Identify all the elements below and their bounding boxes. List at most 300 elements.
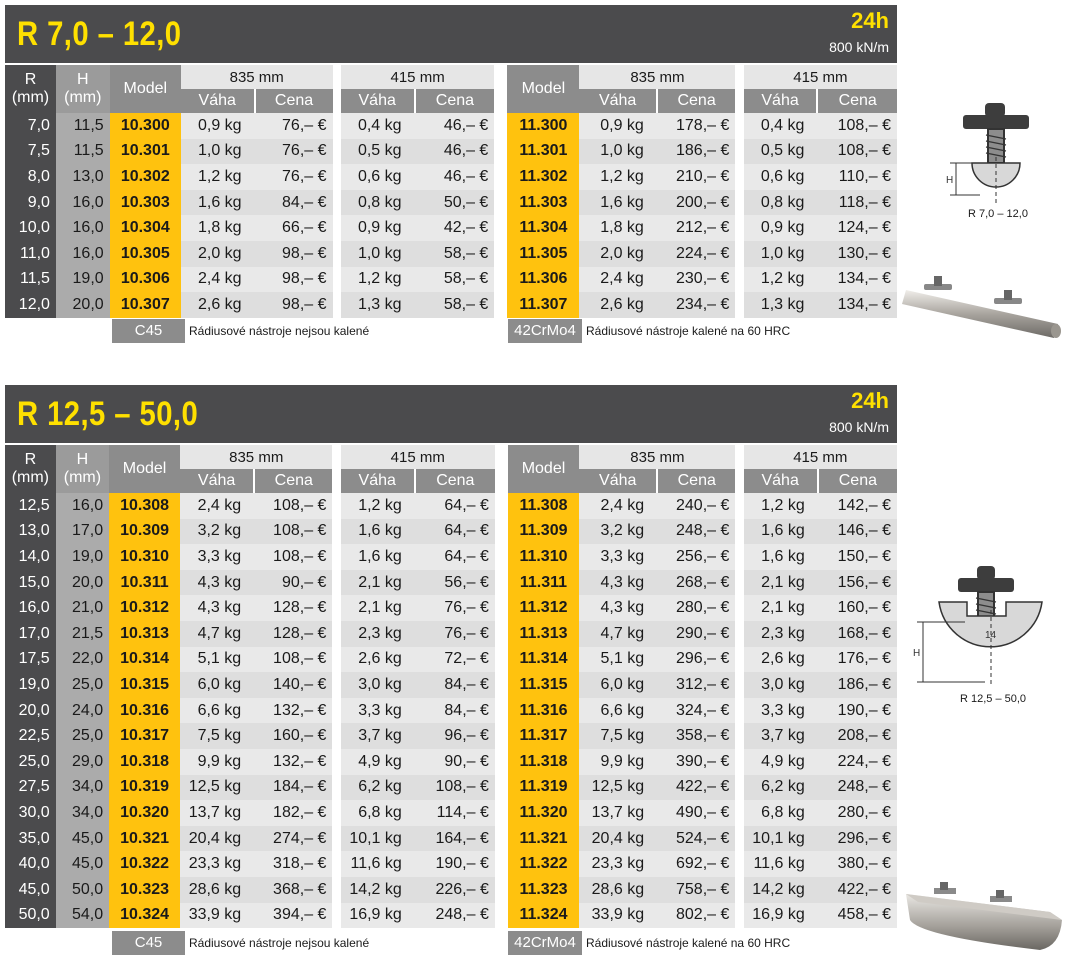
col-header-price: Cena <box>819 469 897 493</box>
cell-model-c45: 10.307 <box>110 292 181 318</box>
cell-model-c45: 10.308 <box>109 493 180 519</box>
cell-price-42crmo4-835: 490,– € <box>658 800 735 826</box>
material-label-42crmo4: 42CrMo4 <box>508 931 582 955</box>
col-header-length-415: 415 mm <box>341 65 494 89</box>
cell-radius: 12,0 <box>5 292 56 318</box>
cell-radius: 19,0 <box>5 672 56 698</box>
cell-radius: 17,5 <box>5 647 56 673</box>
column-gap <box>332 851 340 877</box>
delivery-time: 24h <box>851 8 889 33</box>
cell-model-42crmo4: 11.301 <box>507 139 579 165</box>
cell-price-c45-415: 42,– € <box>416 215 495 241</box>
cell-weight-c45-415: 0,4 kg <box>341 113 416 139</box>
column-gap <box>332 749 340 775</box>
cell-model-42crmo4: 11.312 <box>508 595 580 621</box>
column-gap <box>494 65 507 113</box>
cell-price-c45-835: 76,– € <box>256 164 333 190</box>
material-note-42crmo4: Rádiusové nástroje kalené na 60 HRC <box>586 936 791 950</box>
cell-model-c45: 10.321 <box>109 826 180 852</box>
cell-height: 45,0 <box>56 851 109 877</box>
column-gap <box>735 139 743 165</box>
column-gap <box>332 519 340 545</box>
column-gap <box>495 723 508 749</box>
column-gap <box>494 139 507 165</box>
cell-weight-42crmo4-415: 3,0 kg <box>744 672 819 698</box>
cell-model-c45: 10.318 <box>109 749 180 775</box>
cell-weight-42crmo4-835: 2,0 kg <box>579 241 657 267</box>
cell-model-c45: 10.301 <box>110 139 181 165</box>
section-banner <box>5 385 897 443</box>
table-row <box>5 749 897 775</box>
cell-price-42crmo4-835: 210,– € <box>658 164 736 190</box>
price-table <box>5 445 897 928</box>
cell-price-c45-415: 64,– € <box>416 519 495 545</box>
cell-price-c45-415: 56,– € <box>416 570 495 596</box>
cell-price-42crmo4-835: 692,– € <box>658 851 735 877</box>
cell-price-c45-835: 132,– € <box>255 698 332 724</box>
cell-price-c45-415: 76,– € <box>416 595 495 621</box>
cell-weight-42crmo4-415: 11,6 kg <box>744 851 819 877</box>
cell-model-c45: 10.303 <box>110 190 181 216</box>
column-gap <box>495 544 508 570</box>
cell-price-42crmo4-835: 256,– € <box>658 544 735 570</box>
cell-height: 34,0 <box>56 800 109 826</box>
rod-tool-photo <box>898 268 1068 343</box>
table-row <box>5 493 897 519</box>
price-table <box>5 65 897 318</box>
cell-weight-42crmo4-415: 4,9 kg <box>744 749 819 775</box>
cell-price-42crmo4-415: 208,– € <box>819 723 897 749</box>
material-note-c45: Rádiusové nástroje nejsou kalené <box>189 324 370 338</box>
cell-height: 21,5 <box>56 621 109 647</box>
col-header-price: Cena <box>818 89 897 113</box>
column-gap <box>332 903 340 929</box>
col-header-radius <box>5 65 56 113</box>
column-gap <box>495 851 508 877</box>
column-gap <box>333 267 341 293</box>
cell-radius: 7,0 <box>5 113 56 139</box>
cell-weight-c45-835: 2,4 kg <box>181 267 256 293</box>
col-header-length-835: 835 mm <box>181 65 333 89</box>
cell-price-c45-835: 98,– € <box>256 292 333 318</box>
col-header-price: Cena <box>256 89 333 113</box>
table-row <box>5 570 897 596</box>
col-header-weight: Váha <box>341 469 416 493</box>
table-row <box>5 698 897 724</box>
cell-price-42crmo4-415: 110,– € <box>818 164 897 190</box>
column-gap <box>332 493 340 519</box>
cell-price-c45-835: 84,– € <box>256 190 333 216</box>
column-gap <box>735 595 743 621</box>
col-header-height-unit: (mm) <box>63 469 102 486</box>
cell-radius: 15,0 <box>5 570 56 596</box>
column-gap <box>495 519 508 545</box>
cell-radius: 17,0 <box>5 621 56 647</box>
cell-weight-c45-415: 1,2 kg <box>341 493 416 519</box>
cell-weight-c45-835: 20,4 kg <box>180 826 255 852</box>
table-row <box>5 241 897 267</box>
column-gap <box>735 544 743 570</box>
cell-price-c45-415: 108,– € <box>416 775 495 801</box>
cell-weight-42crmo4-415: 1,6 kg <box>744 519 819 545</box>
cell-price-42crmo4-415: 422,– € <box>819 877 897 903</box>
cell-weight-c45-415: 1,3 kg <box>341 292 416 318</box>
cell-weight-c45-415: 11,6 kg <box>341 851 416 877</box>
cell-price-42crmo4-835: 312,– € <box>658 672 735 698</box>
cell-height: 54,0 <box>56 903 109 929</box>
column-gap <box>333 139 341 165</box>
col-header-weight: Váha <box>579 89 657 113</box>
cell-price-42crmo4-415: 124,– € <box>818 215 897 241</box>
cell-model-42crmo4: 11.307 <box>507 292 579 318</box>
cell-radius: 11,5 <box>5 267 56 293</box>
cell-price-42crmo4-835: 280,– € <box>658 595 735 621</box>
column-gap <box>495 698 508 724</box>
col-header-weight: Váha <box>181 89 256 113</box>
cell-price-42crmo4-415: 160,– € <box>819 595 897 621</box>
column-gap <box>735 164 743 190</box>
cell-weight-42crmo4-415: 1,2 kg <box>744 493 819 519</box>
cell-radius: 30,0 <box>5 800 56 826</box>
column-gap <box>735 723 743 749</box>
cell-radius: 8,0 <box>5 164 56 190</box>
svg-text:H: H <box>946 175 954 186</box>
cell-price-42crmo4-835: 186,– € <box>658 139 736 165</box>
cell-radius: 11,0 <box>5 241 56 267</box>
cell-model-c45: 10.315 <box>109 672 180 698</box>
cell-height: 45,0 <box>56 826 109 852</box>
cell-model-42crmo4: 11.311 <box>508 570 580 596</box>
section-title: R 7,0 – 12,0 <box>17 15 182 53</box>
cell-price-42crmo4-835: 524,– € <box>658 826 735 852</box>
cell-weight-42crmo4-835: 7,5 kg <box>579 723 658 749</box>
cell-weight-c45-835: 2,0 kg <box>181 241 256 267</box>
column-gap <box>735 570 743 596</box>
delivery-time: 24h <box>851 388 889 413</box>
col-header-length-415: 415 mm <box>744 445 897 469</box>
cell-weight-42crmo4-835: 4,3 kg <box>579 595 658 621</box>
cell-weight-42crmo4-415: 2,3 kg <box>744 621 819 647</box>
cell-weight-c45-835: 0,9 kg <box>181 113 256 139</box>
column-gap <box>495 595 508 621</box>
cell-price-c45-415: 58,– € <box>416 267 495 293</box>
cell-weight-c45-415: 2,3 kg <box>341 621 416 647</box>
column-gap <box>332 672 340 698</box>
cell-weight-c45-835: 33,9 kg <box>180 903 255 929</box>
cell-price-c45-835: 108,– € <box>255 544 332 570</box>
cell-weight-42crmo4-835: 6,6 kg <box>579 698 658 724</box>
cell-weight-42crmo4-415: 6,2 kg <box>744 775 819 801</box>
col-header-height-label: H <box>76 451 89 468</box>
cell-price-c45-835: 132,– € <box>255 749 332 775</box>
cell-weight-42crmo4-415: 0,9 kg <box>744 215 819 241</box>
cell-height: 29,0 <box>56 749 109 775</box>
cell-price-c45-415: 46,– € <box>416 164 495 190</box>
cell-price-c45-415: 46,– € <box>416 139 495 165</box>
cell-price-c45-835: 182,– € <box>255 800 332 826</box>
cell-weight-42crmo4-415: 2,1 kg <box>744 570 819 596</box>
cell-model-42crmo4: 11.306 <box>507 267 579 293</box>
cell-price-c45-835: 90,– € <box>255 570 332 596</box>
cell-radius: 25,0 <box>5 749 56 775</box>
cell-weight-42crmo4-835: 1,0 kg <box>579 139 657 165</box>
column-gap <box>495 877 508 903</box>
cell-price-42crmo4-835: 324,– € <box>658 698 735 724</box>
cell-height: 11,5 <box>56 113 110 139</box>
cell-weight-42crmo4-835: 28,6 kg <box>579 877 658 903</box>
cell-price-c45-415: 96,– € <box>416 723 495 749</box>
column-gap <box>735 877 743 903</box>
col-header-radius-unit: (mm) <box>11 469 49 486</box>
column-gap <box>332 647 340 673</box>
col-header-model-42crmo4: Model <box>508 445 580 493</box>
cell-price-42crmo4-835: 200,– € <box>658 190 736 216</box>
cell-height: 19,0 <box>56 544 109 570</box>
column-gap <box>735 493 743 519</box>
column-gap <box>495 800 508 826</box>
col-header-weight: Váha <box>744 89 819 113</box>
cell-model-42crmo4: 11.314 <box>508 647 580 673</box>
cell-price-42crmo4-415: 186,– € <box>819 672 897 698</box>
cell-model-42crmo4: 11.304 <box>507 215 579 241</box>
cell-price-42crmo4-835: 248,– € <box>658 519 735 545</box>
cell-height: 16,0 <box>56 241 110 267</box>
cell-weight-42crmo4-835: 2,6 kg <box>579 292 657 318</box>
cell-model-c45: 10.322 <box>109 851 180 877</box>
cell-price-42crmo4-415: 130,– € <box>818 241 897 267</box>
column-gap <box>495 826 508 852</box>
svg-text:H: H <box>913 648 921 659</box>
cell-weight-c45-835: 7,5 kg <box>180 723 255 749</box>
table-row <box>5 826 897 852</box>
column-gap <box>735 519 743 545</box>
cell-weight-42crmo4-835: 13,7 kg <box>579 800 658 826</box>
cell-weight-42crmo4-835: 2,4 kg <box>579 267 657 293</box>
column-gap <box>735 647 743 673</box>
column-gap <box>332 544 340 570</box>
cell-model-42crmo4: 11.310 <box>508 544 580 570</box>
cell-weight-c45-835: 1,8 kg <box>181 215 256 241</box>
column-gap <box>333 241 341 267</box>
cell-price-42crmo4-835: 296,– € <box>658 647 735 673</box>
cell-weight-c45-835: 23,3 kg <box>180 851 255 877</box>
cell-weight-c45-415: 6,2 kg <box>341 775 416 801</box>
column-gap <box>735 698 743 724</box>
cell-price-42crmo4-415: 150,– € <box>819 544 897 570</box>
col-header-price: Cena <box>416 469 495 493</box>
col-header-height-unit: (mm) <box>64 89 102 106</box>
column-gap <box>735 267 743 293</box>
cell-model-42crmo4: 11.321 <box>508 826 580 852</box>
col-header-height-label: H <box>77 71 89 88</box>
cell-weight-c45-415: 2,1 kg <box>341 570 416 596</box>
cell-radius: 12,5 <box>5 493 56 519</box>
table-row <box>5 113 897 139</box>
cell-model-c45: 10.305 <box>110 241 181 267</box>
cell-weight-c45-415: 14,2 kg <box>341 877 416 903</box>
drawing-caption: R 12,5 – 50,0 <box>960 693 1027 705</box>
cell-price-c45-835: 108,– € <box>255 493 332 519</box>
cell-model-42crmo4: 11.319 <box>508 775 580 801</box>
cell-weight-42crmo4-415: 1,6 kg <box>744 544 819 570</box>
cell-price-42crmo4-415: 142,– € <box>819 493 897 519</box>
table-row <box>5 775 897 801</box>
table-row <box>5 877 897 903</box>
column-gap <box>735 775 743 801</box>
cell-price-c45-415: 64,– € <box>416 544 495 570</box>
cell-model-c45: 10.324 <box>109 903 180 929</box>
table-row <box>5 139 897 165</box>
column-gap <box>735 851 743 877</box>
material-label-42crmo4: 42CrMo4 <box>508 319 582 343</box>
cell-price-c45-835: 98,– € <box>256 241 333 267</box>
cell-height: 50,0 <box>56 877 109 903</box>
cell-price-42crmo4-835: 290,– € <box>658 621 735 647</box>
table-row <box>5 164 897 190</box>
cell-weight-c45-835: 3,3 kg <box>180 544 255 570</box>
cell-weight-42crmo4-415: 3,3 kg <box>744 698 819 724</box>
cell-weight-42crmo4-415: 0,4 kg <box>744 113 819 139</box>
cell-model-c45: 10.300 <box>110 113 181 139</box>
cell-price-42crmo4-835: 422,– € <box>658 775 735 801</box>
column-gap <box>735 241 743 267</box>
drawing-caption: R 7,0 – 12,0 <box>968 208 1028 220</box>
table-row <box>5 267 897 293</box>
cell-weight-c45-835: 1,6 kg <box>181 190 256 216</box>
cell-model-c45: 10.317 <box>109 723 180 749</box>
cell-weight-42crmo4-415: 6,8 kg <box>744 800 819 826</box>
column-gap <box>735 800 743 826</box>
column-gap <box>333 215 341 241</box>
cell-weight-42crmo4-835: 4,7 kg <box>579 621 658 647</box>
cell-radius: 7,5 <box>5 139 56 165</box>
cell-weight-c45-835: 2,4 kg <box>180 493 255 519</box>
cell-radius: 20,0 <box>5 698 56 724</box>
cell-height: 13,0 <box>56 164 110 190</box>
cell-radius: 16,0 <box>5 595 56 621</box>
cell-price-c45-835: 184,– € <box>255 775 332 801</box>
cell-price-c45-835: 368,– € <box>255 877 332 903</box>
cell-weight-c45-415: 4,9 kg <box>341 749 416 775</box>
cell-price-42crmo4-415: 280,– € <box>819 800 897 826</box>
cell-radius: 45,0 <box>5 877 56 903</box>
column-gap <box>495 749 508 775</box>
cell-price-c45-835: 128,– € <box>255 621 332 647</box>
col-header-weight: Váha <box>579 469 658 493</box>
cell-radius: 35,0 <box>5 826 56 852</box>
cell-weight-c45-835: 5,1 kg <box>180 647 255 673</box>
cell-price-42crmo4-835: 178,– € <box>658 113 736 139</box>
col-header-model-c45: Model <box>109 445 180 493</box>
cell-weight-42crmo4-415: 1,3 kg <box>744 292 819 318</box>
cell-model-42crmo4: 11.316 <box>508 698 580 724</box>
cell-price-42crmo4-415: 108,– € <box>818 113 897 139</box>
cell-price-c45-415: 76,– € <box>416 621 495 647</box>
cell-weight-c45-415: 3,3 kg <box>341 698 416 724</box>
cell-price-42crmo4-835: 390,– € <box>658 749 735 775</box>
material-label-c45: C45 <box>112 319 185 343</box>
cell-height: 25,0 <box>56 672 109 698</box>
cell-price-c45-415: 164,– € <box>416 826 495 852</box>
column-gap <box>333 65 341 113</box>
cell-price-42crmo4-415: 168,– € <box>819 621 897 647</box>
cell-model-42crmo4: 11.302 <box>507 164 579 190</box>
column-gap <box>333 292 341 318</box>
col-header-length-415: 415 mm <box>341 445 495 469</box>
cell-model-42crmo4: 11.320 <box>508 800 580 826</box>
cell-model-42crmo4: 11.303 <box>507 190 579 216</box>
cell-weight-c45-415: 0,6 kg <box>341 164 416 190</box>
cell-price-c45-835: 76,– € <box>256 113 333 139</box>
cell-height: 20,0 <box>56 292 110 318</box>
cell-price-42crmo4-835: 758,– € <box>658 877 735 903</box>
cell-price-c45-415: 114,– € <box>416 800 495 826</box>
cell-radius: 27,5 <box>5 775 56 801</box>
cell-model-c45: 10.319 <box>109 775 180 801</box>
cell-model-c45: 10.309 <box>109 519 180 545</box>
cell-price-c45-415: 90,– € <box>416 749 495 775</box>
cell-weight-c45-415: 1,0 kg <box>341 241 416 267</box>
cell-radius: 10,0 <box>5 215 56 241</box>
column-gap <box>332 826 340 852</box>
cell-weight-42crmo4-415: 10,1 kg <box>744 826 819 852</box>
column-gap <box>735 903 743 929</box>
column-gap <box>735 749 743 775</box>
cell-height: 25,0 <box>56 723 109 749</box>
cell-weight-c45-835: 1,2 kg <box>181 164 256 190</box>
cell-weight-c45-835: 4,3 kg <box>180 595 255 621</box>
cell-model-c45: 10.310 <box>109 544 180 570</box>
cell-price-42crmo4-835: 358,– € <box>658 723 735 749</box>
cell-weight-42crmo4-415: 3,7 kg <box>744 723 819 749</box>
col-header-radius <box>5 445 56 493</box>
cell-model-c45: 10.306 <box>110 267 181 293</box>
cell-price-42crmo4-835: 268,– € <box>658 570 735 596</box>
cell-price-c45-835: 318,– € <box>255 851 332 877</box>
column-gap <box>495 775 508 801</box>
column-gap <box>332 595 340 621</box>
column-gap <box>332 621 340 647</box>
col-header-height <box>56 445 109 493</box>
column-gap <box>495 570 508 596</box>
table-row <box>5 621 897 647</box>
column-gap <box>494 164 507 190</box>
cell-weight-42crmo4-415: 2,6 kg <box>744 647 819 673</box>
material-note-42crmo4: Rádiusové nástroje kalené na 60 HRC <box>586 324 791 338</box>
column-gap <box>735 65 743 113</box>
column-gap <box>332 698 340 724</box>
cell-model-c45: 10.311 <box>109 570 180 596</box>
cell-price-42crmo4-835: 802,– € <box>658 903 735 929</box>
cell-weight-42crmo4-835: 5,1 kg <box>579 647 658 673</box>
cell-price-c45-835: 108,– € <box>255 519 332 545</box>
cell-model-42crmo4: 11.309 <box>508 519 580 545</box>
column-gap <box>735 113 743 139</box>
cell-price-c45-835: 394,– € <box>255 903 332 929</box>
table-row <box>5 190 897 216</box>
cell-weight-42crmo4-835: 3,2 kg <box>579 519 658 545</box>
column-gap <box>735 445 743 493</box>
cell-price-42crmo4-415: 224,– € <box>819 749 897 775</box>
cell-model-c45: 10.304 <box>110 215 181 241</box>
column-gap <box>735 215 743 241</box>
cell-model-c45: 10.312 <box>109 595 180 621</box>
cell-weight-42crmo4-415: 1,0 kg <box>744 241 819 267</box>
cell-height: 22,0 <box>56 647 109 673</box>
column-gap <box>332 723 340 749</box>
cell-model-c45: 10.323 <box>109 877 180 903</box>
cell-price-42crmo4-415: 156,– € <box>819 570 897 596</box>
